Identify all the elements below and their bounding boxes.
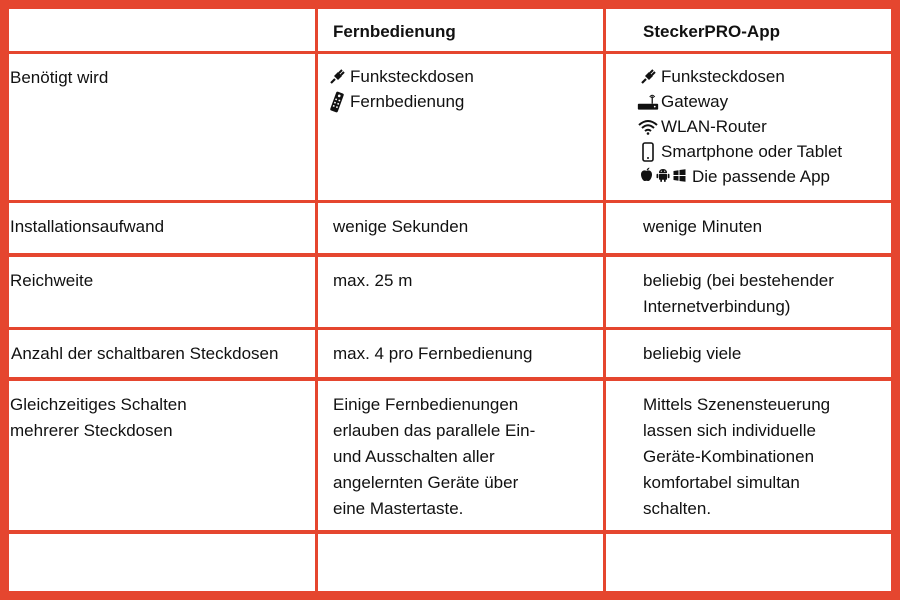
remote-installationsaufwand: wenige Sekunden (333, 217, 469, 236)
app-req-passende-app: Die passende App (692, 166, 830, 186)
remote-value-cell (318, 257, 603, 327)
text-line: erlauben das parallele Ein- (333, 421, 536, 440)
smartphone-icon (637, 142, 659, 162)
app-requirements-list (637, 64, 842, 189)
list-item (637, 114, 842, 139)
text-line: und Ausschalten aller (333, 447, 495, 466)
remote-value-cell (318, 381, 603, 530)
row-label-cell (9, 257, 315, 327)
remote-requirements-list (326, 64, 474, 114)
remote-value-cell (318, 330, 603, 377)
text-line: angelernten Geräte über (333, 473, 519, 492)
app-anzahl: beliebig viele (643, 344, 742, 363)
empty-cell (606, 534, 891, 591)
text-line: Geräte-Kombinationen (643, 447, 815, 466)
empty-cell (9, 534, 315, 591)
header-cell-fernbedienung (318, 9, 603, 51)
os-icons (640, 164, 686, 190)
app-value-cell (606, 257, 891, 327)
text-line: lassen sich individuelle (643, 421, 816, 440)
row-label-installationsaufwand: Installationsaufwand (10, 217, 165, 236)
text-line: Gleichzeitiges Schalten (10, 395, 187, 414)
row-label-cell (9, 330, 315, 377)
list-item (326, 89, 474, 114)
plug-icon (637, 68, 659, 86)
remote-requirements-cell (318, 54, 603, 200)
app-reichweite (643, 268, 883, 320)
remote-control-icon (326, 91, 348, 113)
text-line: Einige Fernbedienungen (333, 395, 519, 414)
wifi-icon (637, 119, 659, 135)
app-requirements-cell (606, 54, 891, 200)
list-item (637, 164, 842, 189)
app-value-cell (606, 381, 891, 530)
apple-icon (640, 164, 653, 190)
app-value-cell (606, 330, 891, 377)
row-label-cell (9, 203, 315, 253)
row-label-benoetigt: Benötigt wird (10, 68, 109, 87)
list-item (637, 89, 842, 114)
text-line: beliebig (bei bestehender (643, 271, 834, 290)
text-line: mehrerer Steckdosen (10, 421, 173, 440)
row-label-cell (9, 381, 315, 530)
header-steckerpro-app: SteckerPRO-App (643, 22, 780, 41)
app-req-funksteckdosen: Funksteckdosen (661, 66, 785, 86)
remote-anzahl: max. 4 pro Fernbedienung (333, 344, 533, 363)
text-line: komfortabel simultan (643, 473, 800, 492)
header-cell-app (606, 9, 891, 51)
text-line: Mittels Szenensteuerung (643, 395, 831, 414)
remote-reichweite: max. 25 m (333, 271, 413, 290)
remote-req-fernbedienung: Fernbedienung (350, 91, 465, 111)
list-item (326, 64, 474, 89)
gateway-router-icon (637, 91, 659, 113)
app-value-cell (606, 203, 891, 253)
remote-value-cell (318, 203, 603, 253)
remote-req-funksteckdosen: Funksteckdosen (350, 66, 474, 86)
list-item (637, 64, 842, 89)
app-req-gateway: Gateway (661, 91, 729, 111)
android-icon (656, 164, 670, 190)
row-label-anzahl: Anzahl der schaltbaren Steckdosen (11, 344, 279, 363)
text-line: eine Mastertaste. (333, 499, 464, 518)
app-installationsaufwand: wenige Minuten (643, 217, 763, 236)
text-line: Internetverbindung) (643, 297, 791, 316)
header-fernbedienung: Fernbedienung (333, 22, 456, 41)
app-gleichzeitiges-schalten (643, 392, 883, 522)
plug-icon (326, 68, 348, 86)
empty-cell (318, 534, 603, 591)
list-item (637, 139, 842, 164)
row-label-cell (9, 54, 315, 200)
text-line: schalten. (643, 499, 712, 518)
remote-gleichzeitiges-schalten (333, 392, 573, 522)
row-label-reichweite: Reichweite (10, 271, 94, 290)
app-req-smartphone: Smartphone oder Tablet (661, 141, 843, 161)
windows-icon (673, 164, 686, 190)
app-req-wlan-router: WLAN-Router (661, 116, 767, 136)
header-cell-empty (9, 9, 315, 51)
row-label-gleichzeitiges-schalten (10, 392, 250, 444)
